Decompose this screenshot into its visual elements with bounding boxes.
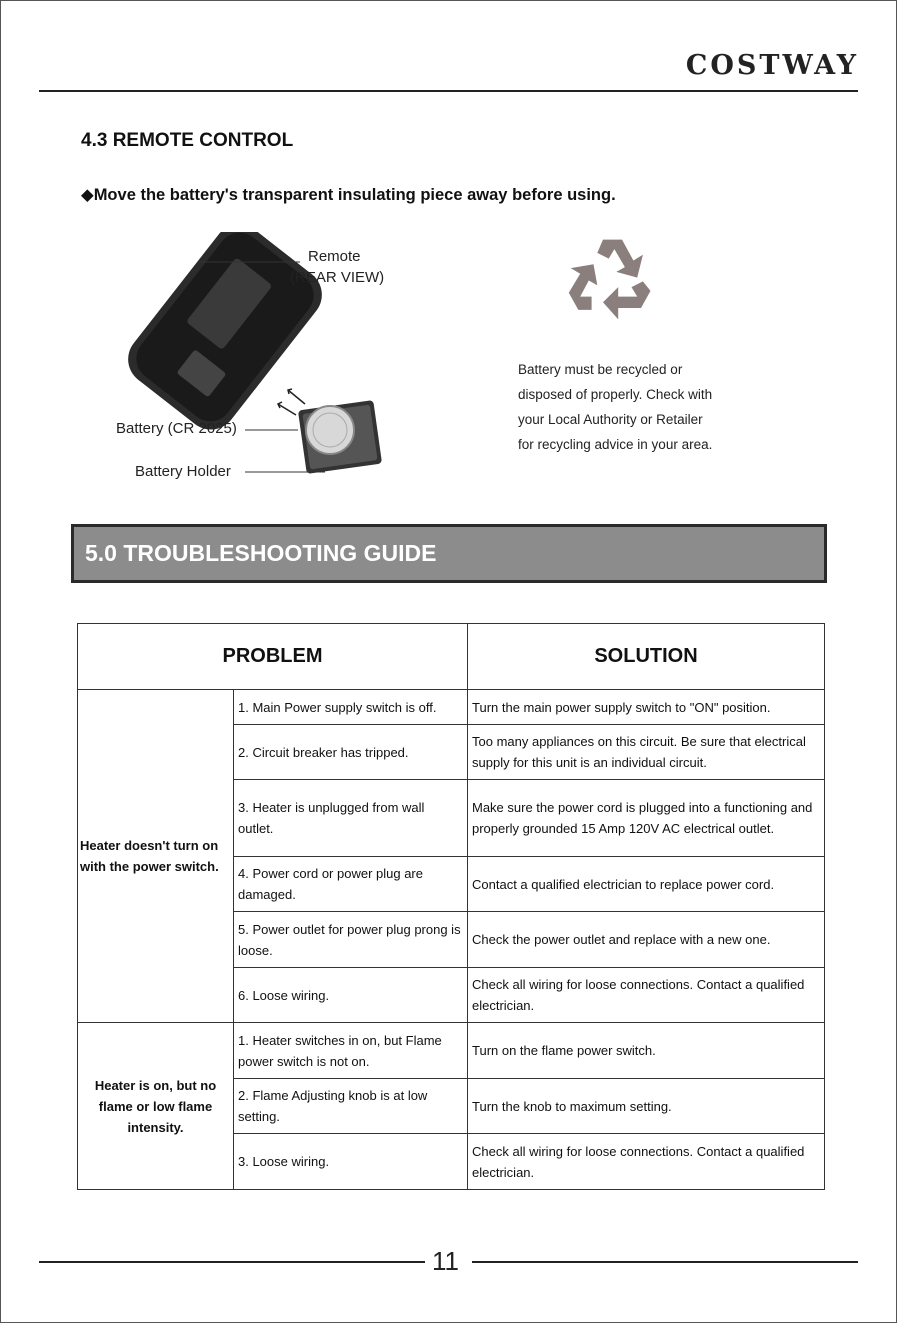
section-heading: 4.3 REMOTE CONTROL	[81, 130, 294, 151]
battery-holder-label: Battery Holder	[135, 463, 231, 480]
remote-view-label: (REAR VIEW)	[290, 269, 385, 286]
cause-cell: 4. Power cord or power plug are damaged.	[234, 857, 468, 912]
recycle-notice	[518, 357, 758, 457]
cause-cell: 2. Flame Adjusting knob is at low setting.	[234, 1079, 468, 1134]
troubleshooting-table	[77, 623, 825, 1190]
solution-cell: Check all wiring for loose connections. Contact a qualified electrician.	[468, 1134, 825, 1190]
footer-rule-left	[39, 1261, 425, 1263]
recycle-line: your Local Authority or Retailer	[518, 412, 703, 427]
symptom-cell: Heater is on, but no flame or low flame intensity.	[78, 1023, 234, 1190]
footer-rule-right	[472, 1261, 858, 1263]
remote-figure	[110, 232, 420, 502]
cause-cell: 6. Loose wiring.	[234, 968, 468, 1023]
table-row	[78, 690, 825, 725]
solution-cell: Check the power outlet and replace with a new one.	[468, 912, 825, 968]
recycle-line: Battery must be recycled or	[518, 362, 683, 377]
solution-header: SOLUTION	[468, 624, 825, 690]
solution-cell: Turn the knob to maximum setting.	[468, 1079, 825, 1134]
solution-cell: Check all wiring for loose connections. Contact a qualified electrician.	[468, 968, 825, 1023]
table-header-row	[78, 624, 825, 690]
solution-cell: Turn on the flame power switch.	[468, 1023, 825, 1079]
solution-cell: Contact a qualified electrician to replace power cord.	[468, 857, 825, 912]
symptom-cell: Heater doesn't turn on with the power switch.	[78, 690, 234, 1023]
solution-cell: Too many appliances on this circuit. Be sure that electrical supply for this unit is an individual circuit.	[468, 725, 825, 780]
recycle-line: for recycling advice in your area.	[518, 437, 713, 452]
page-number: 11	[432, 1246, 459, 1276]
cause-cell: 5. Power outlet for power plug prong is loose.	[234, 912, 468, 968]
recycle-icon	[565, 232, 660, 327]
solution-cell: Turn the main power supply switch to "ON" position.	[468, 690, 825, 725]
cause-cell: 2. Circuit breaker has tripped.	[234, 725, 468, 780]
cause-cell: 1. Heater switches in on, but Flame power switch is not on.	[234, 1023, 468, 1079]
battery-note: ◆Move the battery's transparent insulating piece away before using.	[81, 186, 616, 204]
troubleshooting-banner	[71, 524, 827, 583]
header-rule	[39, 90, 858, 92]
table-row	[78, 1023, 825, 1079]
solution-cell: Make sure the power cord is plugged into a functioning and properly grounded 15 Amp 120V AC electrical outlet.	[468, 780, 825, 857]
recycle-line: disposed of properly. Check with	[518, 387, 713, 402]
battery-label: Battery (CR 2025)	[116, 420, 237, 437]
remote-title-label: Remote	[308, 248, 361, 265]
troubleshooting-title: 5.0 TROUBLESHOOTING GUIDE	[85, 540, 437, 566]
cause-cell: 1. Main Power supply switch is off.	[234, 690, 468, 725]
cause-cell: 3. Heater is unplugged from wall outlet.	[234, 780, 468, 857]
brand-logo: COSTWAY	[685, 50, 859, 81]
problem-header: PROBLEM	[78, 624, 468, 690]
cause-cell: 3. Loose wiring.	[234, 1134, 468, 1190]
